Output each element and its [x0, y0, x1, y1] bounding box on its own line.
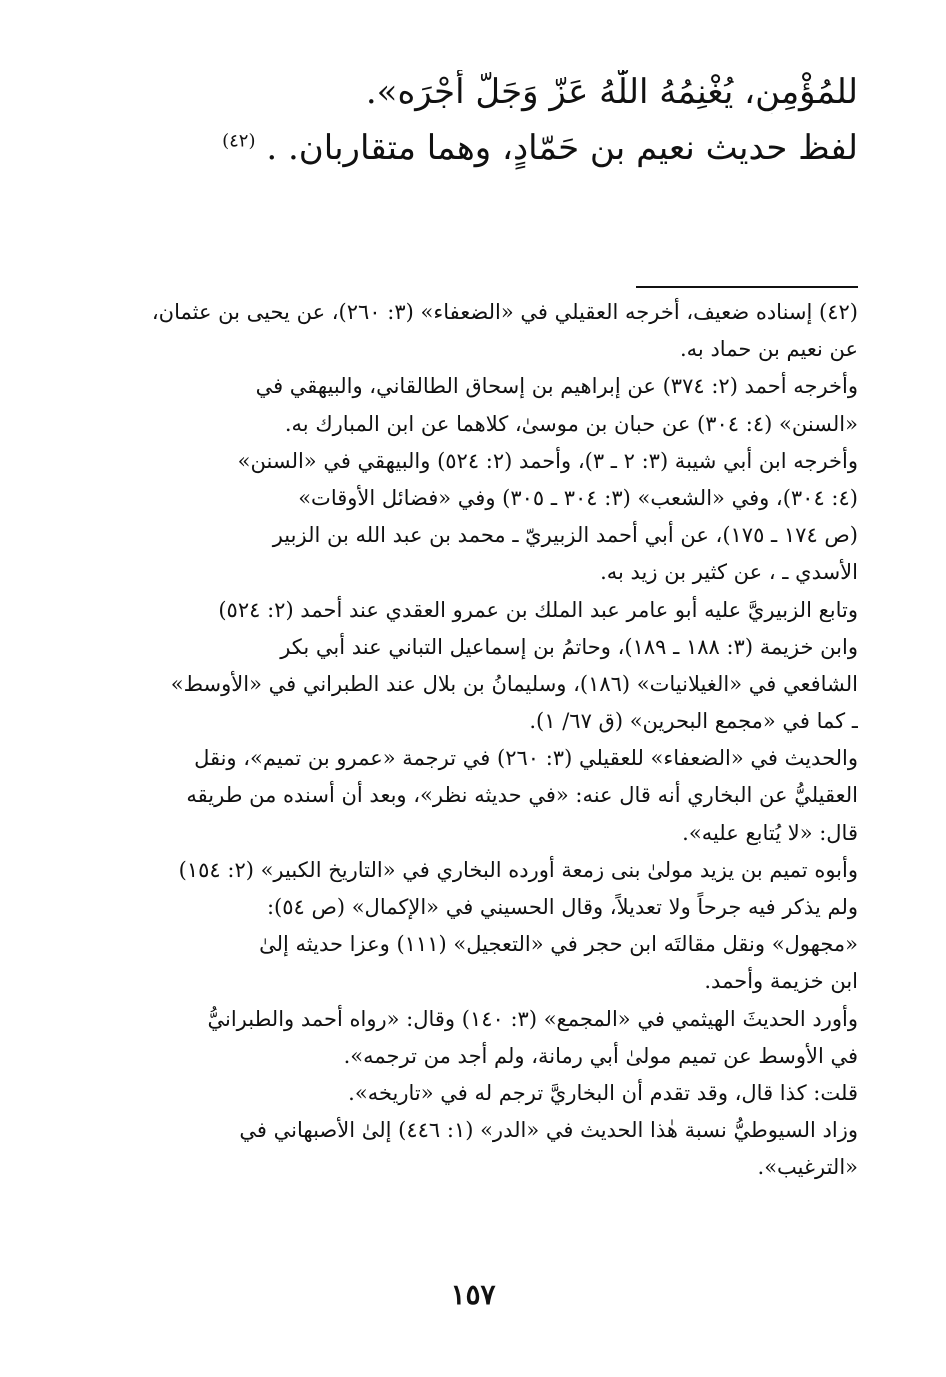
footnote-line: ولم يذكر فيه جرحاً ولا تعديلاً، وقال الحسيني في «الإكمال» (ص ٥٤):	[266, 895, 858, 919]
footnote-reference: (٤٢)	[222, 130, 256, 152]
footnote-line: «مجهول» ونقل مقالتَه ابن حجر في «التعجيل» (١١١) وعزا حديثه إلىٰ	[259, 932, 858, 957]
footnote-line: وأورد الحديثَ الهيثمي في «المجمع» (٣: ١٤٠) وقال: «رواه أحمد والطبرانيُّ	[207, 1006, 858, 1031]
footnote-line: عن نعيم بن حماد به.	[680, 337, 858, 362]
footnote-line: (٤٢) إسناده ضعيف، أخرجه العقيلي في «الضعفاء» (٣: ٢٦٠)، عن يحيى بن عثمان،	[151, 300, 858, 324]
main-text	[88, 70, 858, 182]
main-text-line-1	[88, 70, 858, 114]
main-text-line-2-content: لفظ حديث نعيم بن حَمّادٍ، وهما متقاربان. .	[266, 128, 858, 169]
footnote-line: قلت: كذا قال، وقد تقدم أن البخاريَّ ترجم له في «تاريخه».	[348, 1080, 858, 1105]
footnote-line: وأخرجه ابن أبي شيبة (٣: ٢ ـ ٣)، وأحمد (٢: ٥٢٤) والبيهقي في «السنن»	[237, 448, 858, 473]
footnote-line: الأسدي ـ ، عن كثير بن زيد به.	[600, 560, 858, 585]
footnote-line: «الترغيب».	[757, 1155, 858, 1180]
footnote-line: في الأوسط عن تميم مولىٰ أبي رمانة، ولم أجد من ترجمه».	[343, 1043, 858, 1068]
main-text-line-2	[88, 126, 858, 170]
page-number: ١٥٧	[450, 1278, 496, 1311]
footnote-line: ابن خزيمة وأحمد.	[704, 969, 858, 994]
footnote-line: (٤: ٣٠٤)، وفي «الشعب» (٣: ٣٠٤ ـ ٣٠٥) وفي «فضائل الأوقات»	[298, 485, 858, 510]
footnote-line: والحديث في «الضعفاء» للعقيلي (٣: ٢٦٠) في ترجمة «عمرو بن تميم»، ونقل	[194, 746, 858, 771]
footnote-line: قال: «لا يُتابع عليه».	[682, 820, 858, 845]
footnote-line: وابن خزيمة (٣: ١٨٨ ـ ١٨٩)، وحاتمُ بن إسماعيل التباني عند أبي بكر	[280, 634, 858, 659]
footnote-separator	[636, 286, 858, 288]
footnote-line: وزاد السيوطيُّ نسبة هٰذا الحديث في «الدر» (١: ٤٤٦) إلىٰ الأصبهاني في	[239, 1118, 858, 1143]
footnote-line: وتابع الزبيريَّ عليه أبو عامر عبد الملك بن عمرو العقدي عند أحمد (٢: ٥٢٤)	[218, 597, 858, 622]
footnote-line: الشافعي في «الغيلانيات» (١٨٦)، وسليمانُ بن بلال عند الطبراني في «الأوسط»	[170, 671, 858, 696]
footnote-line: «السنن» (٤: ٣٠٤) عن حبان بن موسىٰ، كلاهما عن ابن المبارك به.	[284, 411, 858, 436]
footnote-line: وأبوه تميم بن يزيد مولىٰ بنى زمعة أورده البخاري في «التاريخ الكبير» (٢: ١٥٤)	[178, 857, 858, 882]
footnote-line: العقيليُّ عن البخاري أنه قال عنه: «في حديثه نظر»، وبعد أن أسنده من طريقه	[186, 783, 858, 808]
footnote-line: وأخرجه أحمد (٢: ٣٧٤) عن إبراهيم بن إسحاق الطالقاني، والبيهقي في	[255, 374, 858, 399]
footnotes	[104, 294, 858, 1187]
main-text-line-1-content: للمُؤْمِنِ، يُغْنِمُهُ اللّٰهُ عَزّ وَجَلّ أَجْرَه».	[365, 72, 858, 112]
footnote-line: (ص ١٧٤ ـ ١٧٥)، عن أبي أحمد الزبيريّ ـ محمد بن عبد الله بن الزبير	[272, 523, 858, 548]
footnote-line: ـ كما في «مجمع البحرين» (ق ٦٧/ ١).	[529, 709, 858, 734]
